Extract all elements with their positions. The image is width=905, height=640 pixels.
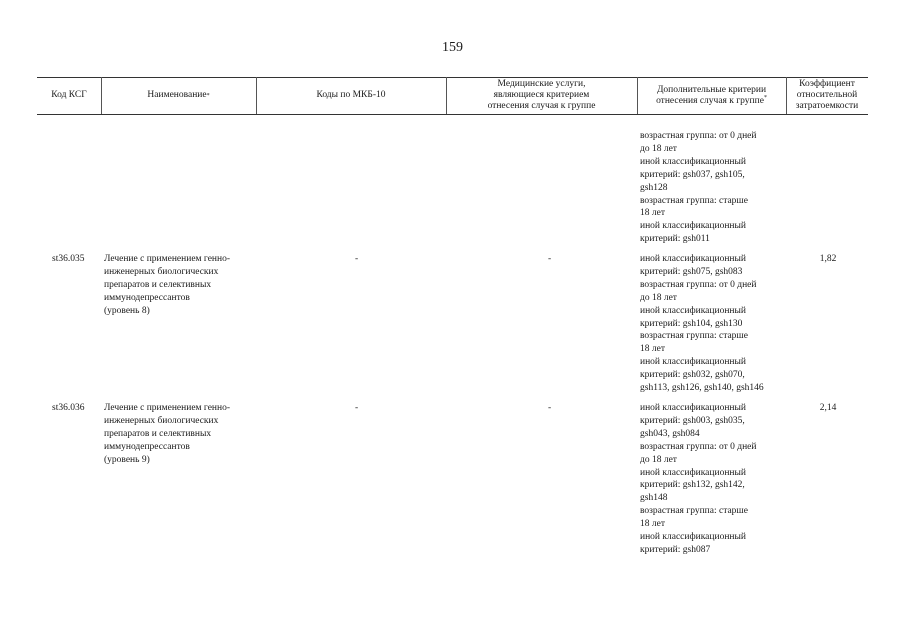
row-code: st36.036: [52, 403, 85, 413]
row-coefficient: 2,14: [819, 403, 837, 413]
row-criteria: иной классификационный критерий: gsh003, gsh035, gsh043, gsh084 возрастная группа: от 0 дней до 18 лет иной классификационный критерий: gsh132, gsh142, gsh148 возрастная группа: старше 18 лет иной классификационный критерий: gsh087: [640, 403, 757, 555]
row-mkb: -: [355, 254, 359, 264]
row-code: st36.035: [52, 254, 85, 264]
header-name: Наименование *: [147, 90, 210, 100]
header-mkb: Коды по МКБ-10: [316, 90, 386, 100]
row-coefficient: 1,82: [819, 254, 837, 264]
header-coefficient: Коэффициент относительной затратоемкости: [795, 79, 859, 111]
row-services: -: [548, 403, 552, 413]
header-code: Код КСГ: [51, 90, 87, 100]
footnote-mark: *: [763, 94, 767, 101]
page-number: 159: [442, 40, 463, 55]
row-name: Лечение с применением генно- инженерных биологических препаратов и селективных иммунодепрессантов (уровень 8): [104, 254, 230, 316]
row-name: Лечение с применением генно- инженерных биологических препаратов и селективных иммунодепрессантов (уровень 9): [104, 403, 230, 465]
row-services: -: [548, 254, 552, 264]
row-criteria: иной классификационный критерий: gsh075, gsh083 возрастная группа: от 0 дней до 18 лет иной классификационный критерий: gsh104, gsh130 возрастная группа: старше 18 лет иной классификационный критерий: gsh032, gsh070, gsh113, gsh126, gsh140, gsh146: [640, 254, 764, 394]
continuation-criteria: возрастная группа: от 0 дней до 18 лет иной классификационный критерий: gsh037, gsh105, gsh128 возрастная группа: старше 18 лет иной классификационный критерий: gsh011: [640, 131, 757, 245]
header-criteria: Дополнительные критерии отнесения случая к группе*: [656, 84, 767, 106]
row-mkb: -: [355, 403, 359, 413]
header-services: Медицинские услуги, являющиеся критерием отнесения случая к группе: [487, 79, 596, 111]
table-header-bottom-border: [37, 114, 868, 115]
